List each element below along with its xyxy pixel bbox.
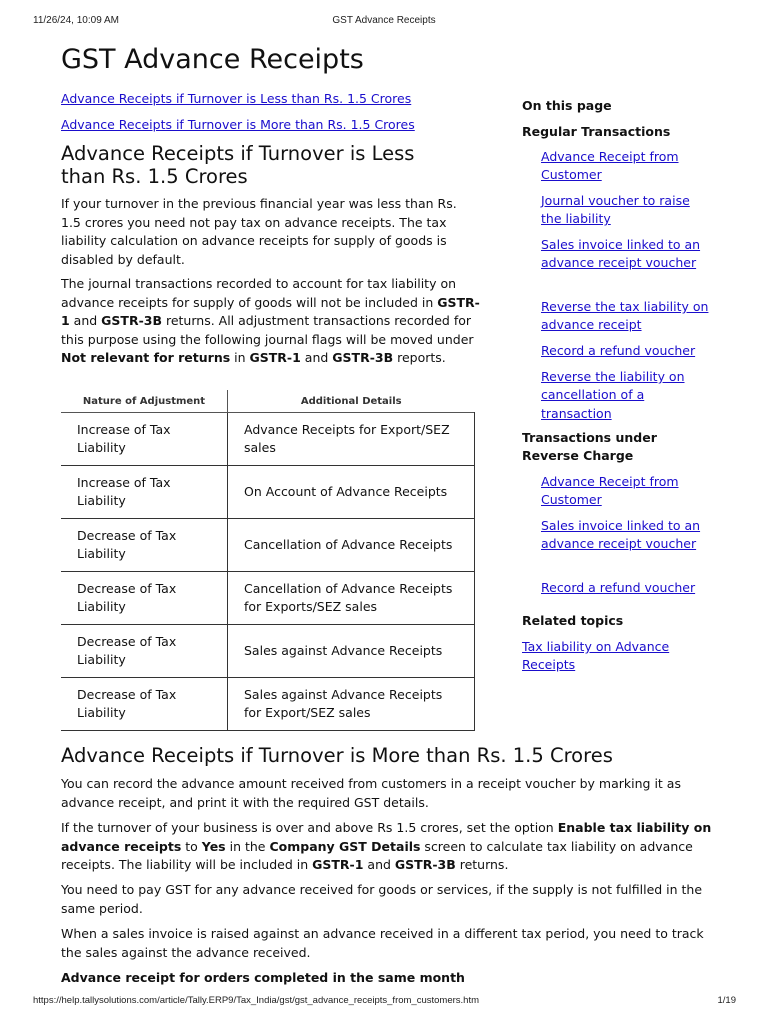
print-url: https://help.tallysolutions.com/article/Tally.ERP9/Tax_India/gst/gst_advance_receipts_from_customers.htm: [33, 995, 480, 1006]
table-header-row: [61, 390, 475, 413]
sidebar-link-journal-voucher[interactable]: Journal voucher to raise the liability: [541, 193, 690, 227]
section2-para4: When a sales invoice is raised against an advance received in a different tax period, you need to track the sales against the advance received.: [61, 926, 704, 960]
related-topics-heading: Related topics: [522, 613, 624, 628]
regular-transactions-heading: Regular Transactions: [522, 124, 671, 139]
table-cell: Decrease of Tax Liability: [61, 625, 228, 678]
sidebar-link-rc-refund-voucher[interactable]: Record a refund voucher: [541, 580, 696, 595]
section1-para1: If your turnover in the previous financial year was less than Rs. 1.5 crores you need not pay tax on advance receipts. The tax liability calculation on advance receipts for supply of goods is disabled by default.: [61, 196, 457, 267]
section2-para3: You need to pay GST for any advance received for goods or services, if the supply is not fulfilled in the same period.: [61, 882, 703, 916]
table-cell: Sales against Advance Receipts: [228, 625, 475, 678]
page-number: 1/19: [717, 995, 736, 1006]
section2-heading: Advance Receipts if Turnover is More than Rs. 1.5 Crores: [61, 744, 613, 767]
table-row: [61, 466, 475, 519]
table-cell: Increase of Tax Liability: [61, 413, 228, 466]
sidebar-link-sales-invoice[interactable]: Sales invoice linked to an advance receipt voucher: [541, 237, 701, 271]
sidebar-link-rc-sales-invoice[interactable]: Sales invoice linked to an advance receipt voucher: [541, 518, 701, 552]
related-link-tax-liability[interactable]: Tax liability on Advance Receipts: [522, 639, 670, 673]
sidebar-link-rc-advance-receipt[interactable]: Advance Receipt from Customer: [541, 474, 679, 508]
on-this-page-heading: On this page: [522, 98, 612, 113]
section2-para1: You can record the advance amount received from customers in a receipt voucher by marking it as advance receipt, and print it with the required GST details.: [61, 776, 681, 810]
section2-subheading: Advance receipt for orders completed in the same month: [61, 970, 465, 985]
print-title: GST Advance Receipts: [332, 15, 436, 26]
section1-para2: The journal transactions recorded to account for tax liability on advance receipts for supply of goods will not be included in GSTR-1 and GSTR-3B returns. All adjustment transactions recorded for this purpose using the following journal flags will be moved under Not relevant for returns in GSTR-1 and GSTR-3B reports.: [61, 276, 480, 365]
table-cell: Sales against Advance Receipts for Export/SEZ sales: [228, 678, 475, 731]
table-cell: Cancellation of Advance Receipts: [228, 519, 475, 572]
table-row: [61, 413, 475, 466]
section2-para2: If the turnover of your business is over and above Rs 1.5 crores, set the option Enable tax liability on advance receipts to Yes in the Company GST Details screen to calculate tax liability on advance receipts. The liability will be included in GSTR-1 and GSTR-3B returns.: [61, 820, 712, 872]
table-cell: Cancellation of Advance Receipts for Exports/SEZ sales: [228, 572, 475, 625]
journal-flags-table: [61, 390, 475, 731]
table-cell: Decrease of Tax Liability: [61, 678, 228, 731]
table-row: [61, 519, 475, 572]
print-date: 11/26/24, 10:09 AM: [33, 15, 119, 26]
sidebar-link-advance-receipt[interactable]: Advance Receipt from Customer: [541, 149, 679, 183]
table-row: [61, 625, 475, 678]
sidebar-link-reverse-liability-cancellation[interactable]: Reverse the liability on cancellation of a transaction: [541, 369, 685, 421]
page-title: GST Advance Receipts: [61, 44, 364, 75]
reverse-charge-heading: Transactions under Reverse Charge: [522, 430, 657, 463]
sidebar-link-reverse-tax-liability[interactable]: Reverse the tax liability on advance receipt: [541, 299, 709, 333]
table-cell: Advance Receipts for Export/SEZ sales: [228, 413, 475, 466]
table-row: [61, 572, 475, 625]
table-cell: Decrease of Tax Liability: [61, 519, 228, 572]
table-row: [61, 678, 475, 731]
section1-heading: Advance Receipts if Turnover is Less than Rs. 1.5 Crores: [61, 142, 415, 188]
column-header: Additional Details: [300, 395, 402, 407]
sidebar-link-refund-voucher[interactable]: Record a refund voucher: [541, 343, 696, 358]
toc-link-less-than[interactable]: Advance Receipts if Turnover is Less than Rs. 1.5 Crores: [61, 91, 412, 106]
column-header: Nature of Adjustment: [61, 390, 228, 413]
toc-link-more-than[interactable]: Advance Receipts if Turnover is More than Rs. 1.5 Crores: [61, 117, 415, 132]
table-cell: On Account of Advance Receipts: [228, 466, 475, 519]
table-cell: Decrease of Tax Liability: [61, 572, 228, 625]
table-cell: Increase of Tax Liability: [61, 466, 228, 519]
